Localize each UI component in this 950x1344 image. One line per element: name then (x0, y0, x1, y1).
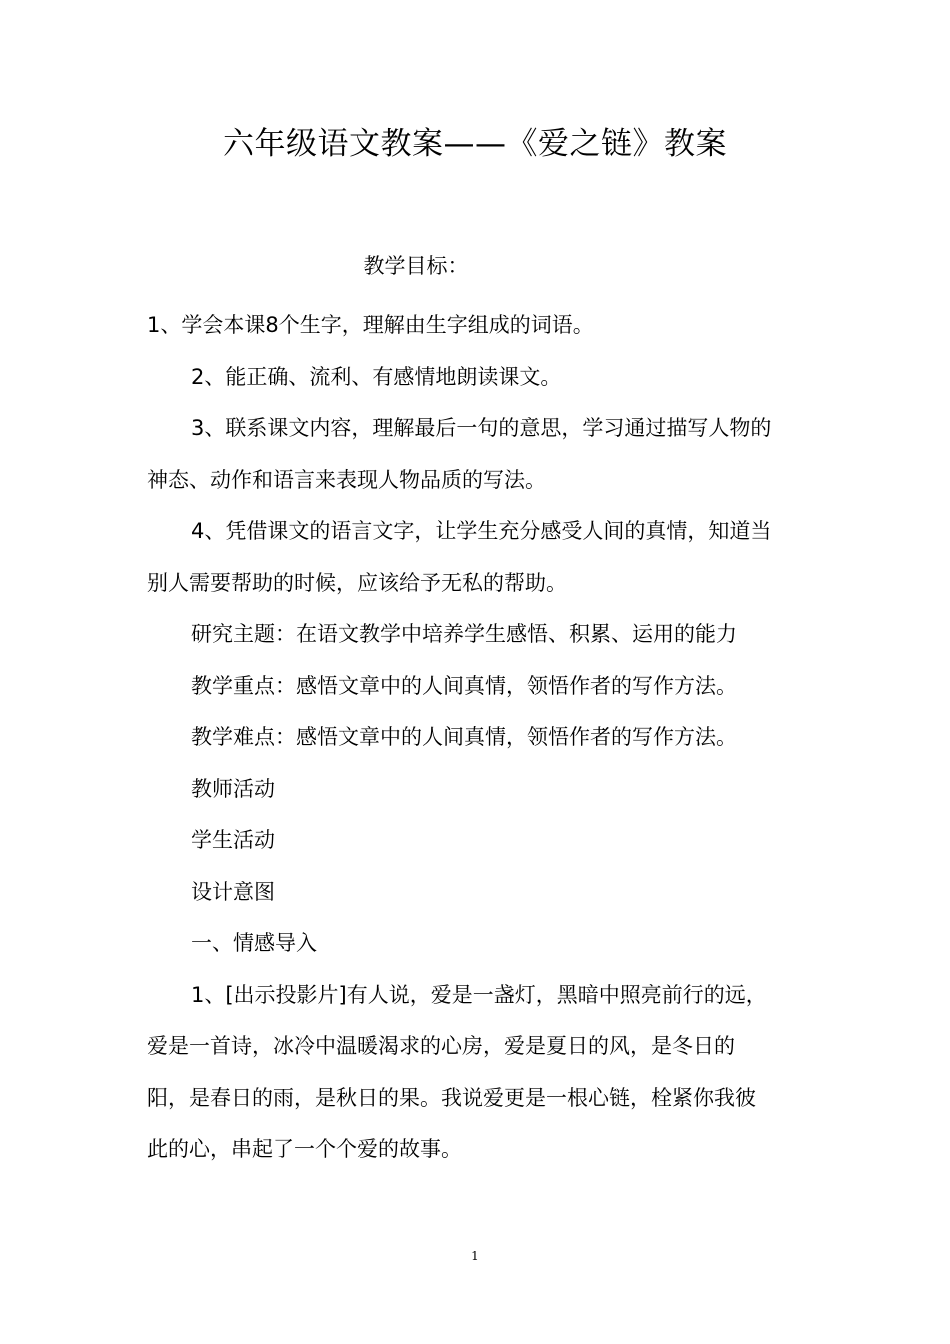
column-label-student: 学生活动 (191, 828, 275, 852)
objective-4-line-2: 别人需要帮助的时候，应该给予无私的帮助。 (147, 570, 567, 595)
objective-1: 1、学会本课8个生字，理解由生字组成的词语。 (147, 313, 594, 337)
objective-3-line-2: 神态、动作和语言来表现人物品质的写法。 (147, 467, 546, 492)
section-one-heading: 一、情感导入 (191, 931, 317, 955)
objective-3-line-1: 3、联系课文内容，理解最后一句的意思，学习通过描写人物的 (191, 416, 772, 440)
document-body (147, 300, 817, 1176)
objective-4-line-1: 4、凭借课文的语言文字，让学生充分感受人间的真情，知道当 (191, 519, 772, 543)
document-title: 六年级语文教案——《爱之链》教案 (223, 126, 727, 162)
intro-line-4: 此的心，串起了一个个爱的故事。 (147, 1137, 462, 1161)
key-point: 教学重点：感悟文章中的人间真情，领悟作者的写作方法。 (191, 673, 737, 698)
page-number: 1 (471, 1249, 479, 1263)
difficult-point: 教学难点：感悟文章中的人间真情，领悟作者的写作方法。 (191, 725, 737, 749)
objective-2: 2、能正确、流利、有感情地朗读课文。 (191, 364, 562, 389)
intro-line-3: 阳，是春日的雨，是秋日的果。我说爱更是一根心链，栓紧你我彼 (147, 1085, 756, 1110)
intro-line-1: 1、[出示投影片]有人说，爱是一盏灯，黑暗中照亮前行的远， (191, 982, 767, 1007)
column-label-teacher: 教师活动 (191, 776, 275, 801)
column-label-design: 设计意图 (191, 879, 275, 904)
objectives-heading: 教学目标： (363, 254, 469, 278)
intro-line-2: 爱是一首诗，冰冷中温暖渴求的心房，爱是夏日的风，是冬日的 (147, 1034, 735, 1058)
research-topic: 研究主题：在语文教学中培养学生感悟、积累、运用的能力 (191, 622, 737, 646)
